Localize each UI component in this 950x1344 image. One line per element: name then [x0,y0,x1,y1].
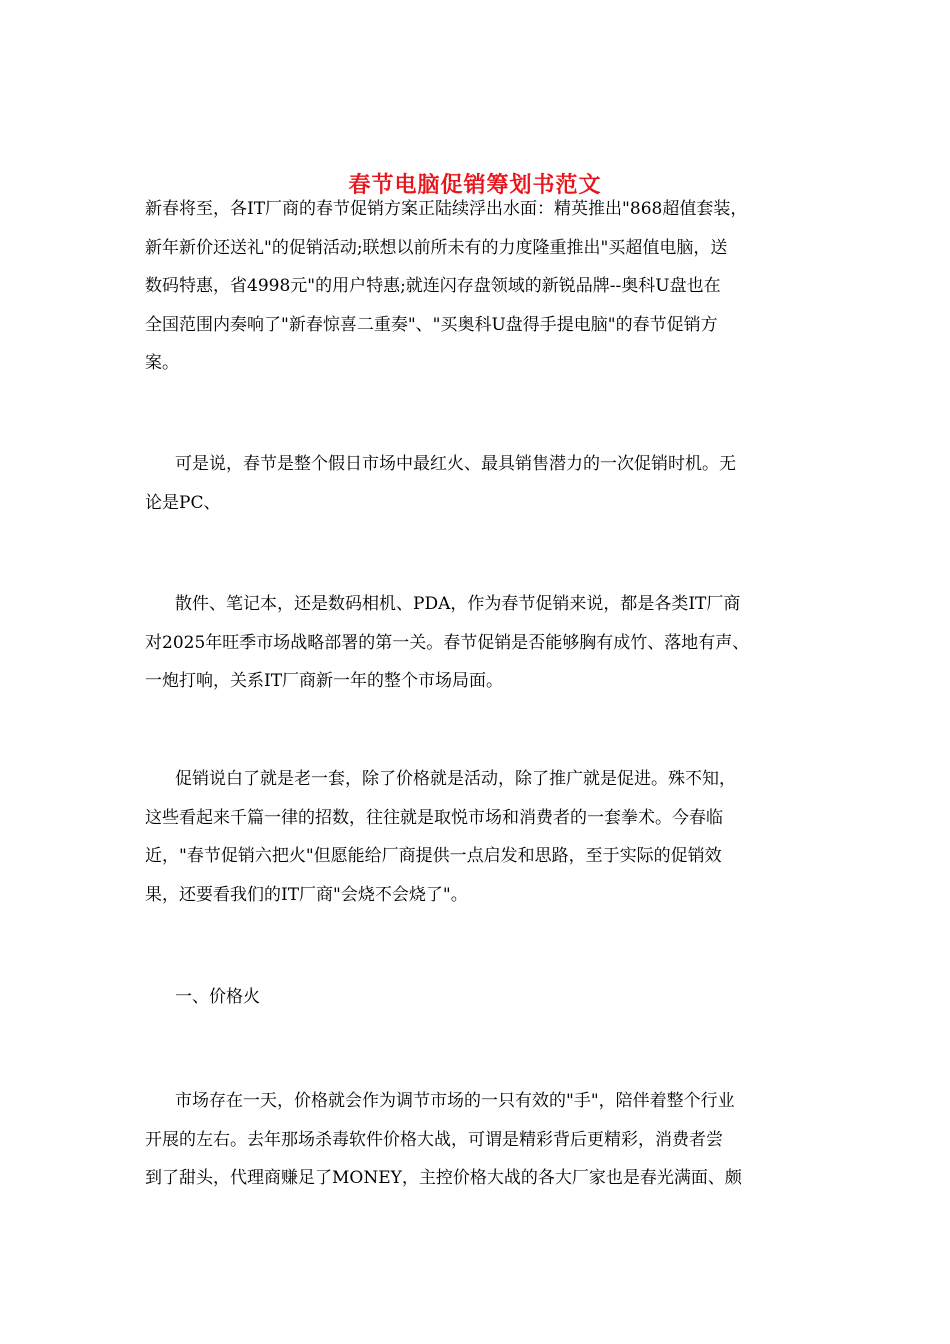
paragraph-line: 市场存在一天，价格就会作为调节市场的一只有效的"手"，陪伴着整个行业 [175,1091,735,1111]
paragraph-line: 近，"春节促销六把火"但愿能给厂商提供一点启发和思路，至于实际的促销效 [145,846,722,866]
section-heading [145,978,825,1017]
paragraph-line: 一炮打响，关系IT厂商新一年的整个市场局面。 [145,671,504,691]
paragraph-line: 开展的左右。去年那场杀毒软件价格大战，可谓是精彩背后更精彩，消费者尝 [145,1129,723,1150]
paragraph-line: 数码特惠，省4998元"的用户特惠;就连闪存盘领域的新锐品牌--奥科U盘也在 [145,276,721,296]
paragraph-2 [145,445,825,522]
paragraph-line: 新年新价还送礼"的促销活动;联想以前所未有的力度隆重推出"买超值电脑，送 [145,237,728,258]
paragraph-line: 论是PC、 [145,492,221,513]
paragraph-1 [145,190,825,383]
paragraph-line: 果，还要看我们的IT厂商"会烧不会烧了"。 [145,884,468,905]
paragraph-line: 全国范围内奏响了"新春惊喜二重奏"、"买奥科U盘得手提电脑"的春节促销方 [145,314,718,335]
paragraph-line: 案。 [145,353,179,373]
paragraph-4 [145,760,825,914]
paragraph-line: 新春将至，各IT厂商的春节促销方案正陆续浮出水面：精英推出"868超值套装， [145,199,748,219]
paragraph-line: 可是说，春节是整个假日市场中最红火、最具销售潜力的一次促销时机。无 [175,454,736,474]
paragraph-line: 促销说白了就是老一套，除了价格就是活动，除了推广就是促进。殊不知， [175,769,736,789]
section-heading-text: 一、价格火 [175,987,260,1007]
paragraph-line: 到了甜头，代理商赚足了MONEY，主控价格大战的各大厂家也是春光满面、颇 [145,1168,742,1188]
paragraph-line: 对2025年旺季市场战略部署的第一关。春节促销是否能够胸有成竹、落地有声、 [145,632,750,653]
paragraph-3 [145,585,825,701]
paragraph-5 [145,1082,825,1198]
document-title: 春节电脑促销筹划书范文 [348,171,602,198]
paragraph-line: 散件、笔记本，还是数码相机、PDA，作为春节促销来说，都是各类IT厂商 [175,594,741,614]
paragraph-line: 这些看起来千篇一律的招数，往往就是取悦市场和消费者的一套拳术。今春临 [145,807,723,828]
